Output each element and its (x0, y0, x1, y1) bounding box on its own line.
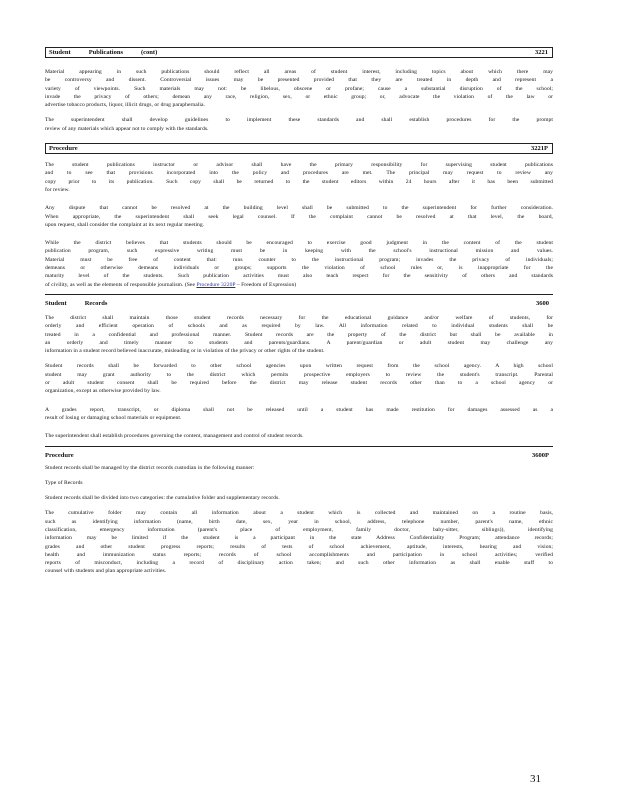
text-line: Any dispute that cannot be resolved at the building level shall be submitted to the superintendent for further consideration. (45, 205, 553, 212)
text-line: result of losing or damaging school materials or equipment. (45, 414, 182, 421)
section-number: 3600P (532, 451, 549, 459)
text-line: orderly and efficient operation of schools and as required by law. All information related to individual students shall be (45, 323, 553, 330)
procedure-3220p-link[interactable]: Procedure 3220P (196, 281, 236, 288)
text-line: Material appearing in such publications should reflect all areas of student interest, including topics about which there may (45, 69, 553, 75)
paragraph (45, 204, 553, 229)
text-line: or adult student consent shall be required before the district may release student records other than to a school agency or (45, 380, 553, 387)
paragraph (45, 509, 553, 575)
paragraph (45, 116, 553, 133)
text-line: health and immunization status reports; records of school accomplishments and participation in school activities; verified (45, 551, 553, 558)
text-line: While the district believes that students should be encouraged to exercise good judgment in the content of the student (45, 240, 553, 247)
section-header-procedure-3600p (45, 452, 553, 459)
text-line: maturity level of the students. Such publication activities must also teach respect for the sensitivity of others and standards (45, 273, 553, 280)
section-number: 3600 (536, 299, 549, 307)
section-number: 3221 (535, 49, 548, 56)
text-line: an orderly and timely manner to students and parents/guardians. A parent/guardian or adult student may challenge any (45, 339, 553, 346)
paragraph (45, 406, 553, 423)
text-line: The student publications instructor or advisor shall have the primary responsibility for supervising student publications (45, 162, 553, 169)
text-line: advertise tobacco products, liquor, illicit drugs, or drug paraphernalia. (45, 102, 206, 109)
text-line: and to see that provisions incorporated into the policy and procedures are met. The principal may request to review any (45, 170, 553, 177)
text-line: A grades report, transcript, or diploma shall not be released until a student has made restitution for damages assessed as a (45, 406, 553, 413)
text-line: publication program, such expressive writing must be in keeping with the school's instructional mission and values. (45, 248, 553, 255)
text-line: Student records shall be divided into two categories: the cumulative folder and supplementary records. (45, 495, 280, 502)
text-line: The superintendent shall develop guidelines to implement these standards and shall establish procedures for the prompt (45, 117, 553, 124)
text-line: The superintendent shall establish procedures governing the content, management and control of student records. (45, 433, 304, 440)
section-title-2: Publications (88, 49, 123, 56)
paragraph (45, 68, 553, 109)
text-fragment: – Freedom of Expression) (236, 281, 297, 288)
text-line: Student records shall be forwarded to other school agencies upon written request from the school agency. A high school (45, 363, 553, 370)
text-line: review of any materials which appear not to comply with the standards. (45, 125, 209, 132)
section-header-student-records (45, 300, 553, 307)
text-line: variety of viewpoints. Such materials may not: be libelous, obscene or profane; cause a substantial disruption of the school; (45, 85, 553, 92)
text-line: counsel with students and plan appropriate activities. (45, 568, 167, 575)
text-line: Material must be free of content that: runs counter to the instructional program; invades the privacy of individuals; (45, 256, 553, 263)
text-fragment: of civility, as well as the elements of responsible journalism. (See (45, 281, 195, 288)
text-line: demeans or otherwise demeans individuals or groups; supports the violation of school rules or, is inappropriate for the (45, 265, 553, 272)
text-line: Type of Records (45, 479, 83, 486)
text-line: grades and other student progress reports; results of tests of school achievement, aptitude, interests, hearing and vision; (45, 543, 553, 550)
text-line: invade the privacy of others; demean any race, religion, sex, or ethnic group; or, advocate the violation of the law or (45, 93, 553, 100)
paragraph (45, 314, 553, 355)
page-number: 31 (530, 773, 541, 785)
text-line: for review. (45, 186, 70, 193)
text-line: copy prior to its publication. Such copy shall be returned to the student editors within 24 hours after it has been submitted (45, 178, 553, 185)
section-cont: (cont) (141, 49, 158, 56)
paragraph (45, 494, 553, 502)
section-header-procedure-3221p (45, 143, 553, 154)
text-line: The cumulative folder may contain all information about a student which is collected and maintained on a routine basis, (45, 510, 553, 517)
text-line: be controversy and dissent. Controversial issues may be presented provided that they are treated in depth and represent a (45, 77, 553, 84)
paragraph (45, 479, 553, 487)
document-page (45, 47, 553, 576)
text-line: information in a student record believed inaccurate, misleading or in violation of the privacy or other rights of the student. (45, 348, 325, 355)
text-line: information may be limited if the student is a participant in the state Address Confidentiality Program; attendance records; (45, 535, 553, 542)
text-line (45, 281, 553, 289)
section-title-2: Records (84, 299, 108, 307)
section-title: Student (45, 299, 67, 307)
section-title: Procedure (49, 145, 78, 153)
paragraph (45, 432, 553, 440)
text-line: When appropriate, the superintendent shall seek legal counsel. If the complaint cannot be resolved at that level, the board, (45, 213, 553, 220)
text-line: upon request, shall consider the complaint at its next regular meeting. (45, 221, 205, 228)
paragraph (45, 161, 553, 194)
text-line: treated in a confidential and professional manner. Student records are the property of the district but shall be available in (45, 331, 553, 338)
text-line: Student records shall be managed by the district records custodian in the following manner: (45, 464, 255, 471)
section-title: Student (49, 49, 71, 56)
section-title: Procedure (45, 451, 74, 459)
text-line: organization, except as otherwise provided by law. (45, 388, 161, 395)
text-line: such as identifying information (name, birth date, sex, year in school, address, telephone number, parent's name, ethnic (45, 518, 553, 525)
text-line: classification, emergency information (parent's place of employment, family doctor, baby-sitter, siblings)), identifying (45, 526, 553, 533)
paragraph (45, 362, 553, 395)
paragraph (45, 239, 553, 289)
text-line: reports of misconduct, including a record of disciplinary action taken; and such other information as shall enable staff to (45, 560, 553, 567)
text-line: The district shall maintain those student records necessary for the educational guidance and/or welfare of students, for (45, 314, 553, 321)
paragraph (45, 464, 553, 472)
section-header-student-publications (45, 47, 553, 58)
text-line: student may grant authority to the district which permits prospective employers to review the student's transcript. Parental (45, 371, 553, 378)
section-number: 3221P (531, 145, 548, 153)
